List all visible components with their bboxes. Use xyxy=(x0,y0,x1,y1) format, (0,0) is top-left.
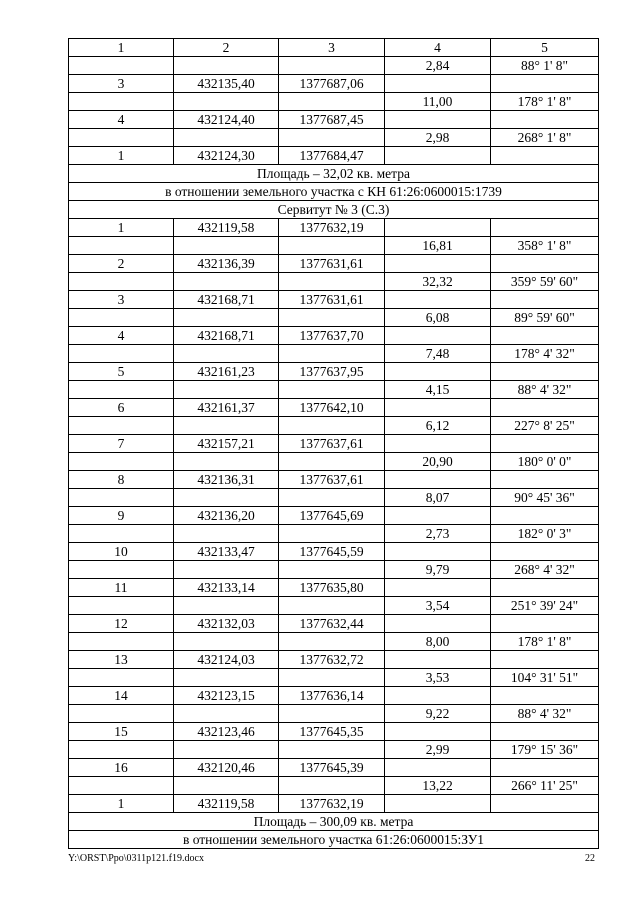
direction-angle: 180° 0' 0" xyxy=(491,453,599,471)
point-row xyxy=(69,615,599,633)
segment-length: 2,84 xyxy=(385,57,491,75)
section-row xyxy=(69,831,599,849)
empty-cell xyxy=(385,543,491,561)
direction-angle: 88° 4' 32" xyxy=(491,381,599,399)
empty-cell xyxy=(279,705,385,723)
direction-angle: 359° 59' 60" xyxy=(491,273,599,291)
section-text: в отношении земельного участка с КН 61:26:0600015:1739 xyxy=(69,183,599,201)
empty-cell xyxy=(174,633,279,651)
empty-cell xyxy=(69,93,174,111)
point-row xyxy=(69,471,599,489)
empty-cell xyxy=(69,237,174,255)
header-cell-1: 1 xyxy=(69,39,174,57)
empty-cell xyxy=(174,273,279,291)
empty-cell xyxy=(69,381,174,399)
point-row xyxy=(69,759,599,777)
direction-angle: 178° 1' 8" xyxy=(491,633,599,651)
coord-x: 432119,58 xyxy=(174,219,279,237)
point-row xyxy=(69,255,599,273)
empty-cell xyxy=(69,633,174,651)
segment-length: 13,22 xyxy=(385,777,491,795)
direction-angle: 178° 1' 8" xyxy=(491,93,599,111)
point-number: 9 xyxy=(69,507,174,525)
coord-y: 1377645,35 xyxy=(279,723,385,741)
empty-cell xyxy=(174,309,279,327)
empty-cell xyxy=(385,111,491,129)
empty-cell xyxy=(69,273,174,291)
point-number: 4 xyxy=(69,327,174,345)
section-text: Сервитут № 3 (С.3) xyxy=(69,201,599,219)
empty-cell xyxy=(491,255,599,273)
point-row xyxy=(69,363,599,381)
empty-cell xyxy=(69,489,174,507)
segment-row xyxy=(69,669,599,687)
header-cell-4: 4 xyxy=(385,39,491,57)
coord-x: 432123,46 xyxy=(174,723,279,741)
coord-y: 1377645,69 xyxy=(279,507,385,525)
coord-y: 1377635,80 xyxy=(279,579,385,597)
point-row xyxy=(69,687,599,705)
empty-cell xyxy=(385,255,491,273)
empty-cell xyxy=(174,129,279,147)
point-row xyxy=(69,579,599,597)
point-number: 11 xyxy=(69,579,174,597)
segment-length: 2,73 xyxy=(385,525,491,543)
section-row xyxy=(69,201,599,219)
empty-cell xyxy=(279,417,385,435)
coord-x: 432133,14 xyxy=(174,579,279,597)
coordinates-table xyxy=(68,38,599,849)
coord-y: 1377637,95 xyxy=(279,363,385,381)
segment-row xyxy=(69,273,599,291)
empty-cell xyxy=(174,237,279,255)
point-row xyxy=(69,507,599,525)
section-text: Площадь – 32,02 кв. метра xyxy=(69,165,599,183)
segment-length: 9,79 xyxy=(385,561,491,579)
empty-cell xyxy=(174,489,279,507)
point-number: 16 xyxy=(69,759,174,777)
direction-angle: 266° 11' 25" xyxy=(491,777,599,795)
point-number: 8 xyxy=(69,471,174,489)
header-row xyxy=(69,39,599,57)
coord-x: 432119,58 xyxy=(174,795,279,813)
empty-cell xyxy=(279,129,385,147)
segment-row xyxy=(69,741,599,759)
empty-cell xyxy=(385,291,491,309)
empty-cell xyxy=(385,435,491,453)
empty-cell xyxy=(385,795,491,813)
coord-x: 432132,03 xyxy=(174,615,279,633)
empty-cell xyxy=(69,777,174,795)
empty-cell xyxy=(385,507,491,525)
segment-length: 11,00 xyxy=(385,93,491,111)
coord-x: 432133,47 xyxy=(174,543,279,561)
segment-length: 8,07 xyxy=(385,489,491,507)
point-row xyxy=(69,75,599,93)
empty-cell xyxy=(491,471,599,489)
coord-x: 432135,40 xyxy=(174,75,279,93)
direction-angle: 358° 1' 8" xyxy=(491,237,599,255)
empty-cell xyxy=(385,723,491,741)
empty-cell xyxy=(385,615,491,633)
point-number: 14 xyxy=(69,687,174,705)
empty-cell xyxy=(385,75,491,93)
empty-cell xyxy=(69,561,174,579)
empty-cell xyxy=(69,525,174,543)
segment-row xyxy=(69,453,599,471)
empty-cell xyxy=(174,777,279,795)
coord-y: 1377687,45 xyxy=(279,111,385,129)
empty-cell xyxy=(69,669,174,687)
coord-x: 432136,39 xyxy=(174,255,279,273)
empty-cell xyxy=(491,543,599,561)
coord-x: 432123,15 xyxy=(174,687,279,705)
empty-cell xyxy=(69,597,174,615)
segment-row xyxy=(69,525,599,543)
segment-row xyxy=(69,93,599,111)
segment-row xyxy=(69,129,599,147)
empty-cell xyxy=(69,129,174,147)
header-cell-5: 5 xyxy=(491,39,599,57)
empty-cell xyxy=(491,111,599,129)
point-row xyxy=(69,147,599,165)
direction-angle: 268° 1' 8" xyxy=(491,129,599,147)
segment-length: 2,98 xyxy=(385,129,491,147)
point-number: 5 xyxy=(69,363,174,381)
coord-x: 432136,20 xyxy=(174,507,279,525)
coord-y: 1377632,72 xyxy=(279,651,385,669)
empty-cell xyxy=(491,507,599,525)
point-row xyxy=(69,111,599,129)
segment-length: 7,48 xyxy=(385,345,491,363)
coord-y: 1377687,06 xyxy=(279,75,385,93)
segment-length: 8,00 xyxy=(385,633,491,651)
empty-cell xyxy=(174,381,279,399)
empty-cell xyxy=(491,75,599,93)
empty-cell xyxy=(69,741,174,759)
empty-cell xyxy=(279,525,385,543)
empty-cell xyxy=(491,795,599,813)
segment-length: 16,81 xyxy=(385,237,491,255)
segment-length: 3,54 xyxy=(385,597,491,615)
point-number: 10 xyxy=(69,543,174,561)
coord-x: 432168,71 xyxy=(174,327,279,345)
empty-cell xyxy=(279,273,385,291)
empty-cell xyxy=(385,327,491,345)
segment-row xyxy=(69,705,599,723)
section-row xyxy=(69,183,599,201)
empty-cell xyxy=(491,723,599,741)
coordinates-table-body xyxy=(69,39,599,849)
empty-cell xyxy=(69,453,174,471)
coord-y: 1377631,61 xyxy=(279,291,385,309)
empty-cell xyxy=(279,489,385,507)
point-row xyxy=(69,795,599,813)
empty-cell xyxy=(279,597,385,615)
direction-angle: 227° 8' 25" xyxy=(491,417,599,435)
coord-y: 1377637,70 xyxy=(279,327,385,345)
segment-length: 6,08 xyxy=(385,309,491,327)
segment-row xyxy=(69,489,599,507)
segment-row xyxy=(69,381,599,399)
empty-cell xyxy=(385,687,491,705)
empty-cell xyxy=(69,345,174,363)
empty-cell xyxy=(491,363,599,381)
direction-angle: 104° 31' 51" xyxy=(491,669,599,687)
coord-y: 1377645,39 xyxy=(279,759,385,777)
empty-cell xyxy=(385,219,491,237)
point-number: 15 xyxy=(69,723,174,741)
coord-y: 1377632,19 xyxy=(279,795,385,813)
point-row xyxy=(69,219,599,237)
empty-cell xyxy=(279,561,385,579)
empty-cell xyxy=(491,579,599,597)
segment-row xyxy=(69,597,599,615)
empty-cell xyxy=(174,741,279,759)
segment-length: 2,99 xyxy=(385,741,491,759)
empty-cell xyxy=(491,327,599,345)
segment-length: 32,32 xyxy=(385,273,491,291)
empty-cell xyxy=(279,669,385,687)
empty-cell xyxy=(279,453,385,471)
coord-y: 1377631,61 xyxy=(279,255,385,273)
direction-angle: 251° 39' 24" xyxy=(491,597,599,615)
coord-x: 432120,46 xyxy=(174,759,279,777)
empty-cell xyxy=(491,687,599,705)
empty-cell xyxy=(279,93,385,111)
empty-cell xyxy=(174,345,279,363)
point-number: 1 xyxy=(69,147,174,165)
header-cell-2: 2 xyxy=(174,39,279,57)
empty-cell xyxy=(69,57,174,75)
section-text: в отношении земельного участка 61:26:0600015:ЗУ1 xyxy=(69,831,599,849)
coord-y: 1377632,19 xyxy=(279,219,385,237)
point-row xyxy=(69,399,599,417)
coord-x: 432124,40 xyxy=(174,111,279,129)
empty-cell xyxy=(174,525,279,543)
empty-cell xyxy=(174,453,279,471)
coord-x: 432161,23 xyxy=(174,363,279,381)
point-number: 13 xyxy=(69,651,174,669)
point-number: 1 xyxy=(69,795,174,813)
point-row xyxy=(69,327,599,345)
empty-cell xyxy=(174,561,279,579)
coord-y: 1377642,10 xyxy=(279,399,385,417)
segment-length: 6,12 xyxy=(385,417,491,435)
direction-angle: 90° 45' 36" xyxy=(491,489,599,507)
empty-cell xyxy=(69,705,174,723)
point-number: 6 xyxy=(69,399,174,417)
coord-y: 1377637,61 xyxy=(279,471,385,489)
coord-x: 432124,03 xyxy=(174,651,279,669)
coord-x: 432157,21 xyxy=(174,435,279,453)
point-row xyxy=(69,651,599,669)
coord-x: 432136,31 xyxy=(174,471,279,489)
direction-angle: 178° 4' 32" xyxy=(491,345,599,363)
empty-cell xyxy=(174,93,279,111)
segment-row xyxy=(69,777,599,795)
coord-y: 1377632,44 xyxy=(279,615,385,633)
empty-cell xyxy=(385,759,491,777)
segment-length: 4,15 xyxy=(385,381,491,399)
point-number: 12 xyxy=(69,615,174,633)
empty-cell xyxy=(279,777,385,795)
empty-cell xyxy=(491,615,599,633)
segment-length: 20,90 xyxy=(385,453,491,471)
empty-cell xyxy=(279,381,385,399)
direction-angle: 89° 59' 60" xyxy=(491,309,599,327)
empty-cell xyxy=(279,57,385,75)
section-row xyxy=(69,165,599,183)
point-number: 7 xyxy=(69,435,174,453)
empty-cell xyxy=(385,579,491,597)
empty-cell xyxy=(279,633,385,651)
segment-row xyxy=(69,633,599,651)
empty-cell xyxy=(385,147,491,165)
empty-cell xyxy=(279,309,385,327)
point-row xyxy=(69,435,599,453)
empty-cell xyxy=(491,399,599,417)
segment-row xyxy=(69,309,599,327)
empty-cell xyxy=(491,435,599,453)
point-row xyxy=(69,723,599,741)
section-text: Площадь – 300,09 кв. метра xyxy=(69,813,599,831)
empty-cell xyxy=(69,309,174,327)
empty-cell xyxy=(385,471,491,489)
point-number: 3 xyxy=(69,291,174,309)
point-row xyxy=(69,291,599,309)
point-number: 2 xyxy=(69,255,174,273)
direction-angle: 182° 0' 3" xyxy=(491,525,599,543)
coord-y: 1377637,61 xyxy=(279,435,385,453)
header-cell-3: 3 xyxy=(279,39,385,57)
empty-cell xyxy=(174,669,279,687)
empty-cell xyxy=(491,219,599,237)
empty-cell xyxy=(174,417,279,435)
empty-cell xyxy=(491,291,599,309)
segment-row xyxy=(69,417,599,435)
segment-row xyxy=(69,561,599,579)
point-number: 4 xyxy=(69,111,174,129)
point-number: 3 xyxy=(69,75,174,93)
direction-angle: 268° 4' 32" xyxy=(491,561,599,579)
empty-cell xyxy=(385,363,491,381)
empty-cell xyxy=(385,399,491,417)
coord-x: 432161,37 xyxy=(174,399,279,417)
empty-cell xyxy=(491,147,599,165)
segment-row xyxy=(69,237,599,255)
coord-y: 1377645,59 xyxy=(279,543,385,561)
empty-cell xyxy=(491,759,599,777)
coord-x: 432124,30 xyxy=(174,147,279,165)
direction-angle: 179° 15' 36" xyxy=(491,741,599,759)
empty-cell xyxy=(385,651,491,669)
empty-cell xyxy=(174,57,279,75)
coord-y: 1377684,47 xyxy=(279,147,385,165)
section-row xyxy=(69,813,599,831)
empty-cell xyxy=(491,651,599,669)
direction-angle: 88° 4' 32" xyxy=(491,705,599,723)
empty-cell xyxy=(174,705,279,723)
segment-length: 3,53 xyxy=(385,669,491,687)
empty-cell xyxy=(279,741,385,759)
coord-x: 432168,71 xyxy=(174,291,279,309)
segment-row xyxy=(69,345,599,363)
coord-y: 1377636,14 xyxy=(279,687,385,705)
empty-cell xyxy=(69,417,174,435)
empty-cell xyxy=(279,237,385,255)
point-number: 1 xyxy=(69,219,174,237)
empty-cell xyxy=(174,597,279,615)
segment-length: 9,22 xyxy=(385,705,491,723)
segment-row xyxy=(69,57,599,75)
direction-angle: 88° 1' 8" xyxy=(491,57,599,75)
footer-file-path: Y:\ORST\Ppo\0311p121.f19.docx xyxy=(68,853,204,864)
footer-page-number: 22 xyxy=(585,853,595,864)
point-row xyxy=(69,543,599,561)
empty-cell xyxy=(279,345,385,363)
